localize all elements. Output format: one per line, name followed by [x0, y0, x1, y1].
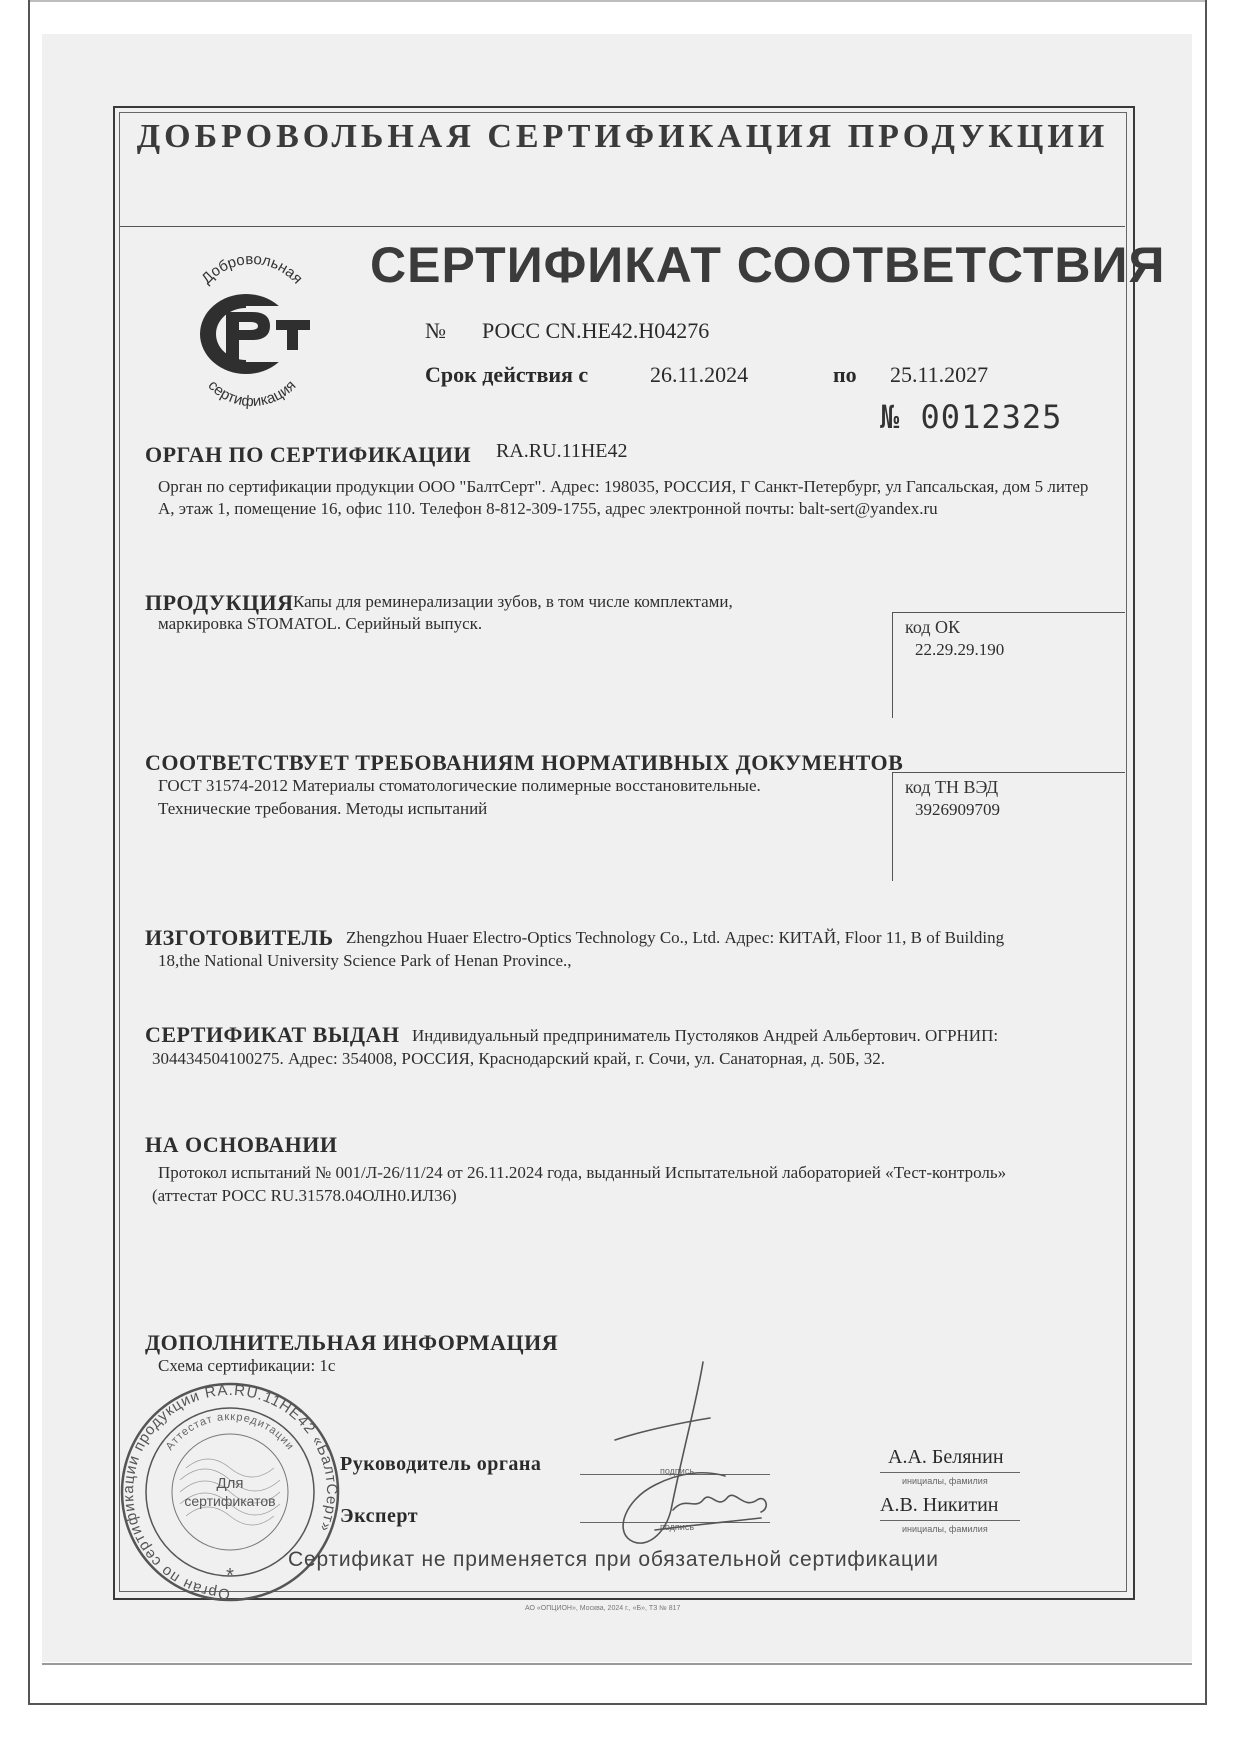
- additional-info-heading: ДОПОЛНИТЕЛЬНАЯ ИНФОРМАЦИЯ: [145, 1330, 559, 1355]
- blank-number: № 0012325: [880, 398, 1063, 436]
- certificate-number: РОСС CN.HE42.H04276: [482, 318, 710, 343]
- ok-code-value: 22.29.29.190: [915, 640, 1005, 659]
- head-name-hint: инициалы, фамилия: [902, 1476, 988, 1486]
- manufacturer-line-1: Zhengzhou Huaer Electro-Optics Technology Co., Ltd. Адрес: КИТАЙ, Floor 11, B of Building: [346, 928, 1005, 947]
- certification-body-heading: ОРГАН ПО СЕРТИФИКАЦИИ: [145, 442, 472, 467]
- head-role-label: Руководитель органа: [340, 1453, 542, 1475]
- expert-role-label: Эксперт: [340, 1505, 419, 1527]
- seal-inner-text: Аттестат аккредитации: [163, 1410, 297, 1453]
- expert-signature-hint: подпись: [660, 1522, 695, 1532]
- rst-logo: [180, 250, 325, 410]
- manufacturer-line-2: 18,the National University Science Park of Henan Province.,: [158, 951, 572, 970]
- certification-body-code: RA.RU.11HE42: [496, 440, 628, 462]
- conformity-line-2: Технические требования. Методы испытаний: [158, 799, 488, 818]
- scan-divider: [42, 1663, 1192, 1665]
- head-signature-hint: подпись: [660, 1466, 695, 1476]
- expert-name: А.В. Никитин: [880, 1494, 999, 1516]
- scan-edge: [28, 1703, 1207, 1705]
- scan-edge: [28, 0, 30, 1705]
- handwritten-signature: [585, 1360, 775, 1555]
- issued-to-line-2: 304434504100275. Адрес: 354008, РОССИЯ, Краснодарский край, г. Сочи, ул. Санаторная, д. 50Б, 32.: [152, 1049, 885, 1068]
- expert-name-line: [880, 1520, 1020, 1521]
- expert-name-hint: инициалы, фамилия: [902, 1524, 988, 1534]
- issued-to-line-1: Индивидуальный предприниматель Пустоляков Андрей Альбертович. ОГРНИП:: [412, 1026, 999, 1045]
- seal-center-line-2: сертификатов: [184, 1493, 276, 1509]
- valid-to-date: 25.11.2027: [890, 362, 989, 387]
- head-name-line: [880, 1472, 1020, 1473]
- logo-top-text: Добровольная: [198, 250, 306, 288]
- basis-heading: НА ОСНОВАНИИ: [145, 1132, 338, 1157]
- seal-center-line-1: Для: [216, 1475, 244, 1492]
- logo-bottom-text: сертификация: [204, 376, 300, 410]
- ok-code-box: [892, 612, 1125, 718]
- footer-note: Сертификат не применяется при обязательной сертификации: [288, 1548, 939, 1571]
- certification-body-details: Орган по сертификации продукции ООО "БалтСерт". Адрес: 198035, РОССИЯ, Г Санкт-Петербург, ул Гапсальская, дом 5 литер А, этаж 1, помещение 16, офис 110. Телефон 8-812-309-1755, адрес электронной почты: balt-sert@yandex.ru: [158, 477, 1089, 518]
- issued-to-heading: СЕРТИФИКАТ ВЫДАН: [145, 1022, 400, 1047]
- ok-code-label: код ОК: [905, 617, 960, 637]
- basis-line-2: (аттестат РОСС RU.31578.04ОЛН0.ИЛ36): [152, 1186, 457, 1205]
- product-heading: ПРОДУКЦИЯ: [145, 590, 294, 615]
- certificate-number-label: №: [425, 318, 446, 343]
- print-mark: АО «ОПЦИОН», Москва, 2024 г., «Б», ТЗ № 817: [525, 1605, 681, 1612]
- valid-to-label: по: [833, 362, 857, 387]
- product-line-1: Капы для реминерализации зубов, в том числе комплектами,: [293, 592, 733, 611]
- certification-scheme: Схема сертификации: 1с: [158, 1356, 336, 1375]
- scan-edge: [1205, 0, 1207, 1705]
- validity-label: Срок действия с: [425, 362, 589, 387]
- main-title: СЕРТИФИКАТ СООТВЕТСТВИЯ: [370, 237, 1166, 293]
- top-title: ДОБРОВОЛЬНАЯ СЕРТИФИКАЦИЯ ПРОДУКЦИИ: [136, 118, 1109, 155]
- manufacturer-heading: ИЗГОТОВИТЕЛЬ: [145, 925, 334, 950]
- seal-outer-text: Орган по сертификации продукции RA.RU.11HE42 «БалтСерт»: [119, 1381, 341, 1603]
- rst-mark-icon: [200, 294, 310, 374]
- head-name: А.А. Белянин: [888, 1446, 1004, 1468]
- product-line-2: маркировка STOMATOL. Серийный выпуск.: [158, 614, 483, 633]
- seal-star-icon: *: [226, 1565, 234, 1587]
- tnved-code-box: [892, 772, 1125, 881]
- conformity-heading: СООТВЕТСТВУЕТ ТРЕБОВАНИЯМ НОРМАТИВНЫХ ДОКУМЕНТОВ: [145, 750, 904, 775]
- conformity-line-1: ГОСТ 31574-2012 Материалы стоматологические полимерные восстановительные.: [158, 776, 761, 795]
- valid-from-date: 26.11.2024: [650, 362, 749, 387]
- basis-line-1: Протокол испытаний № 001/Л-26/11/24 от 26.11.2024 года, выданный Испытательной лабораторией «Тест-контроль»: [158, 1163, 1007, 1182]
- scan-edge: [30, 0, 1205, 2]
- header-divider: [120, 226, 1125, 227]
- tnved-code-value: 3926909709: [915, 800, 1000, 819]
- tnved-code-label: код ТН ВЭД: [905, 777, 999, 797]
